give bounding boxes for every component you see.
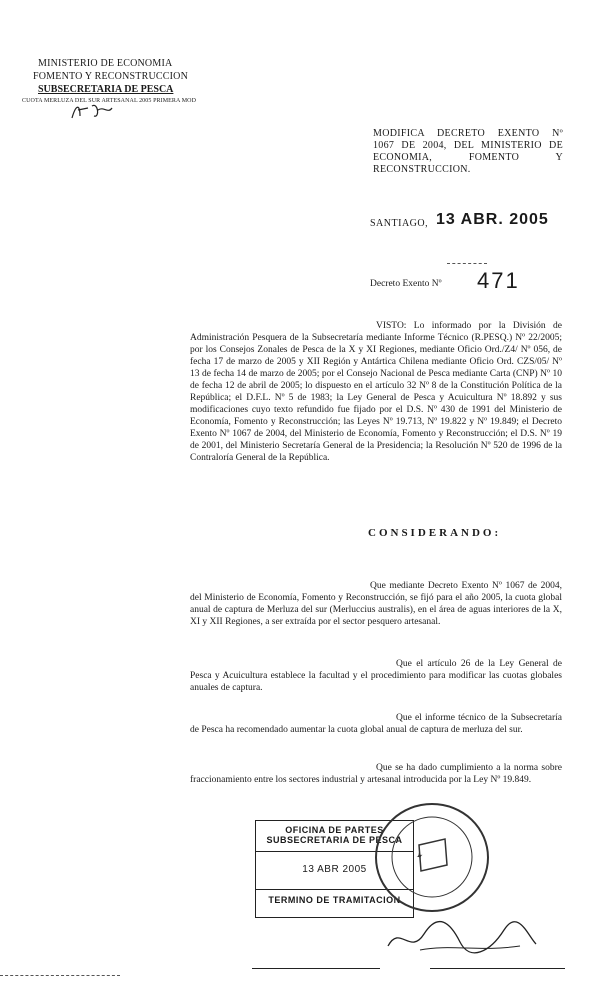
file-reference: CUOTA MERLUZA DEL SUR ARTESANAL 2005 PRIMERA MOD (22, 98, 197, 104)
initials-signature (68, 100, 118, 122)
bottom-rule-right (430, 968, 565, 969)
decree-label: Decreto Exento Nº (370, 279, 442, 289)
svg-text:✦: ✦ (414, 850, 425, 863)
bottom-dashed-mark (0, 975, 120, 976)
subsecretaria-name: SUBSECRETARIA DE PESCA (38, 84, 174, 95)
visto-paragraph: VISTO: Lo informado por la División de Administración Pesquera de la Subsecretaría mediante Informe Técnico (R.PESQ.) Nº 22/2005; por los Consejos Zonales de Pesca de la X y XI Regiones, mediante Oficio Ord./Z4/ Nº 056, de fecha 17 de marzo de 2005 y XII Región y Antártica Chilena mediante Oficio Ord. CZS/05/ Nº 13 de fecha 14 de marzo de 2005; por el Consejo Nacional de Pesca mediante Carta (CNP) Nº 10 de fecha 12 de abril de 2005; lo dispuesto en el artículo 32 Nº 8 de la Constitución Política de la República; el D.F.L. Nº 5 de 1983; la Ley General de Pesca y Acuicultura Nº 18.892 y sus modificaciones cuyo texto refundido fue fijado por el D.S. Nº 430 de 1991 del Ministerio de Economía, Fomento y Reconstrucción; las Leyes Nº 19.713, Nº 19.822 y Nº 19.849; el Decreto Exento Nº 1067 de 2004, del Ministerio de Economía, Fomento y Reconstrucción; el D.S. Nº 19 de 2001, del Ministerio Secretaría General de la Presidencia; la Resolución Nº 520 de 1996 de la Contraloría General de la República. (190, 321, 562, 463)
decree-date: 13 ABR. 2005 (436, 211, 549, 228)
considerando-paragraph-4: Que se ha dado cumplimiento a la norma sobre fraccionamiento entre los sectores industrial y artesanal introducida por la Ley Nº 19.849. (190, 763, 562, 785)
stamp-subsecretaria: SUBSECRETARIA DE PESCA (266, 835, 403, 845)
considerando-heading: CONSIDERANDO: (368, 527, 502, 539)
title-line-1: MODIFICA DECRETO EXENTO Nº (373, 128, 563, 139)
decree-number: 471 (477, 268, 520, 293)
stamp-date: 13 ABR 2005 (302, 864, 367, 875)
title-line-3: ECONOMIA, FOMENTO Y (373, 152, 563, 163)
ministry-name: MINISTERIO DE ECONOMIA (38, 58, 173, 69)
bottom-rule-left (252, 968, 380, 969)
title-line-4: RECONSTRUCCION. (373, 164, 471, 175)
seal-graphic (377, 805, 487, 910)
number-dash (447, 263, 497, 264)
stamp-office: OFICINA DE PARTES (285, 825, 384, 835)
title-line-2: 1067 DE 2004, DEL MINISTERIO DE (373, 140, 563, 151)
considerando-paragraph-2: Que el artículo 26 de la Ley General de Pesca y Acuicultura establece la facultad y el procedimiento para modificar las cuotas globales anuales de captura. (190, 659, 562, 693)
considerando-paragraph-3: Que el informe técnico de la Subsecretaría de Pesca ha recomendado aumentar la cuota global anual de captura de merluza del sur. (190, 713, 562, 735)
stamp-termino: TERMINO DE TRAMITACION (268, 895, 401, 905)
ministry-subname: FOMENTO Y RECONSTRUCCION (33, 71, 189, 82)
place: SANTIAGO, (370, 218, 429, 229)
round-seal (375, 803, 489, 912)
decree-title (373, 128, 563, 176)
considerando-paragraph-1: Que mediante Decreto Exento Nº 1067 de 2004, del Ministerio de Economía, Fomento y Reconstrucción, se fijó para el año 2005, la cuota global anual de captura de Merluza del sur (Merluccius australis), en el área de aguas interiores de la X, XI y XII Regiones, a ser extraída por el sector pesquero artesanal. (190, 581, 562, 627)
signature (380, 916, 540, 958)
